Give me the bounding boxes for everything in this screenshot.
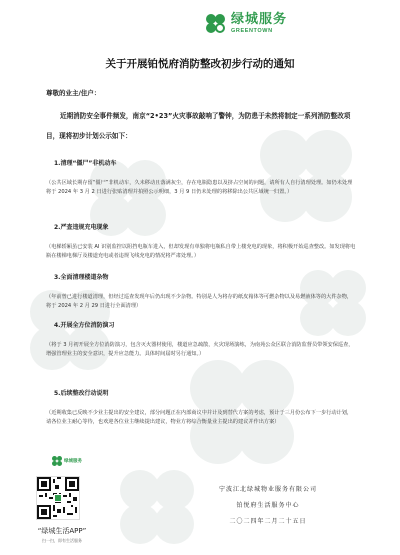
section-body: （电梯轿厢虽已安装 AI 识别监控以阻挡电瓶车进入，但却发现有单独将电瓶私自带上楼充电的现象，将积极开始巡查整改。如发现将电瓶在楼梯电梯厅及楼道充电或者违规飞线充电的情况将严肃处理。） xyxy=(46,244,356,259)
signature-center: 铂悦府生活服务中心 xyxy=(236,502,300,509)
clover-logo-icon xyxy=(206,14,228,36)
clover-logo-icon xyxy=(52,456,62,466)
qr-code[interactable] xyxy=(36,476,80,520)
section-body: （年前曾已进行楼道清理，但经过巡查发现年后仍出现不少杂物。特别是人为将存的纸皮箱体等可燃杂物以及易燃液体等的大件杂物，将于 2024 年 2 月 29 日进行全面清理） xyxy=(46,294,353,309)
footer-brand-logo xyxy=(52,456,82,466)
intro-paragraph: 近期消防安全事件频发，南京“2•23”火灾事故敲响了警钟，为防患于未然将制定一系列消防整改项目，现将初步计划公示如下： xyxy=(46,112,351,140)
notice-title: 关于开展铂悦府消防整改初步行动的通知 xyxy=(105,58,295,70)
qr-code-icon xyxy=(37,477,79,519)
app-label: “绿城生活APP” xyxy=(37,527,87,535)
section-title: 1.清理“僵尸”非机动车 xyxy=(54,160,117,167)
section-4 xyxy=(46,320,356,359)
section-body: （将于 3 月初开展全方位消防演习，包含灭火器材使用，楼道应急疏散，火灾现场演练，为南苑公众区联合消防监督员带领安保巡查，增强管理业主的安全意识，提升应急能力。具体时间届时另行通知。） xyxy=(46,342,354,357)
section-title: 3.全面清理楼道杂物 xyxy=(54,274,109,281)
section-3 xyxy=(46,272,356,311)
section-5 xyxy=(46,388,356,427)
app-sublabel: 扫一扫，即有生活服务 xyxy=(42,538,82,543)
brand-sub: GREENTOWN xyxy=(231,28,273,34)
brand-name: 绿城服务 xyxy=(231,12,288,27)
section-1 xyxy=(46,158,356,197)
section-title: 4.开展全方位消防演习 xyxy=(54,322,115,329)
footer-brand-name: 绿城服务 xyxy=(64,458,82,464)
section-title: 5.后续整改行动说明 xyxy=(54,390,109,397)
brand-logo xyxy=(206,12,287,36)
salutation: 尊敬的业主/住户： xyxy=(46,89,101,97)
signature-date: 二〇二四年二月二十五日 xyxy=(229,518,307,525)
section-body: （公共区域长期存留“僵尸”非机动车，久未移动且落满灰尘，存在电瓶隐患以及挤占空间的问题，请所有人自行清理处理。如仍未处理将于 2024 年 3 月 2 日进行张贴清理并拍照公示明细，3 月 9 日仍未处理的将移除出公共区域统一归置。） xyxy=(46,180,353,195)
section-title: 2.严查违规充电现象 xyxy=(54,224,109,231)
section-2 xyxy=(46,222,356,261)
section-body: （近期收集已反映不少业主提出的安全建议，部分问题正在内部商议中并计及到替代方案的考虑，预计于三月份公布下一步行动计划，请各位业主耐心等待，也欢迎各位业主继续提出建议，物业方将综合衡量业主提出的建议并作出方案） xyxy=(46,410,353,425)
signature-company: 宁波江北绿城物业服务有限公司 xyxy=(218,486,317,493)
